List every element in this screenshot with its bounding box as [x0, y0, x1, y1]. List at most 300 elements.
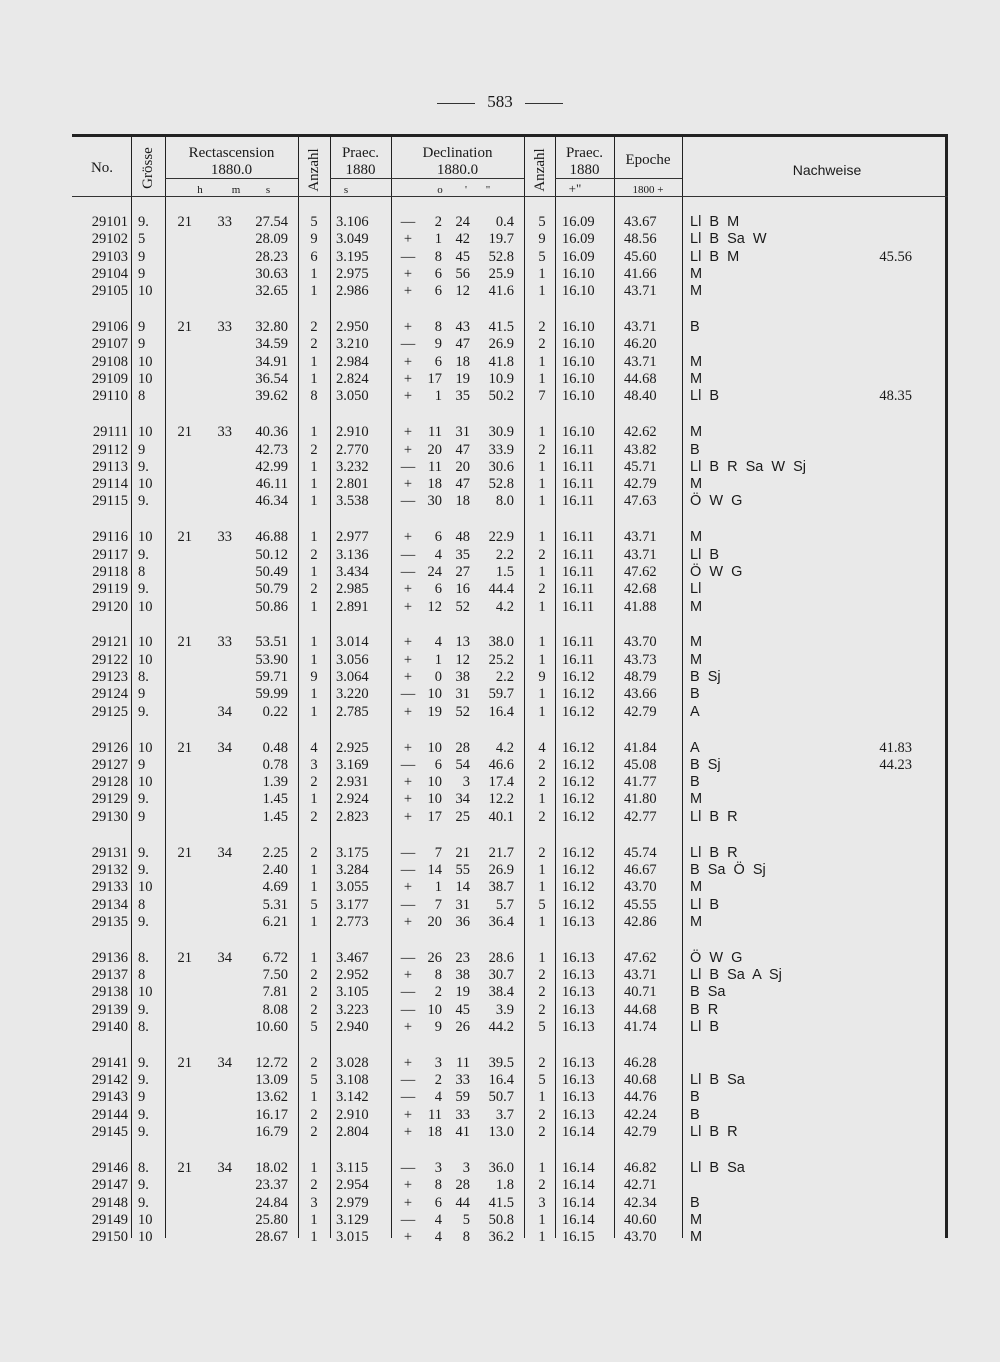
ra-count: 2 [310, 967, 318, 983]
dec-seconds: 50.7 [488, 1089, 514, 1106]
epoch: 48.79 [624, 669, 657, 685]
table-row [0, 249, 1000, 266]
dec-sign: — [400, 563, 416, 580]
ra-count: 5 [310, 1072, 318, 1089]
dec-seconds: 13.0 [488, 1124, 514, 1140]
dec-precession: 16.11 [562, 476, 595, 493]
epoch: 42.34 [624, 1194, 657, 1211]
ra-count: 1 [310, 634, 318, 651]
dec-precession: 16.15 [562, 1229, 595, 1246]
dec-degrees: 4 [434, 1229, 442, 1246]
dec-sign: + [403, 739, 413, 756]
dec-count: 5 [538, 214, 546, 230]
dec-degrees: 18 [427, 1124, 442, 1140]
epoch: 45.08 [624, 756, 657, 773]
magnitude: 10 [138, 879, 153, 896]
dec-seconds: 4.2 [495, 598, 514, 615]
dec-count: 1 [538, 493, 546, 510]
dec-degrees: 11 [428, 1106, 442, 1123]
dec-minutes: 44 [455, 1194, 470, 1211]
dec-minutes: 54 [455, 756, 470, 773]
dec-count: 2 [538, 808, 546, 825]
ra-count: 5 [310, 1018, 318, 1035]
ra-seconds: 53.90 [255, 651, 288, 668]
dec-sign: + [403, 1124, 413, 1140]
dec-seconds: 16.4 [488, 1072, 514, 1089]
table-row [0, 669, 1000, 686]
header-praec-dec-unit: +" [568, 181, 582, 196]
ra-count: 2 [310, 319, 318, 336]
table-row [0, 476, 1000, 493]
epoch: 43.71 [624, 319, 657, 336]
table-row [0, 967, 1000, 984]
dec-count: 1 [538, 1229, 546, 1246]
dec-precession: 16.13 [562, 984, 595, 1001]
ra-precession: 2.925 [336, 739, 369, 756]
dec-count: 1 [538, 703, 546, 720]
references: M [690, 1229, 703, 1246]
table-row [0, 774, 1000, 791]
dec-seconds: 5.7 [495, 896, 514, 913]
dec-sign: — [400, 949, 416, 966]
ra-precession: 3.467 [336, 949, 369, 966]
dec-seconds: 2.2 [495, 669, 514, 685]
epoch: 40.71 [624, 984, 657, 1001]
dec-sign: — [400, 1072, 416, 1089]
references: Ll B R [690, 808, 738, 825]
dec-minutes: 26 [455, 1018, 470, 1035]
ra-precession: 3.136 [336, 546, 369, 563]
ra-seconds: 34.91 [255, 353, 288, 370]
epoch: 46.82 [624, 1159, 657, 1176]
dec-seconds: 36.2 [488, 1229, 514, 1246]
ra-seconds: 18.02 [255, 1159, 288, 1176]
magnitude: 9. [138, 546, 149, 563]
ra-seconds: 23.37 [255, 1177, 288, 1194]
dec-precession: 16.13 [562, 1106, 595, 1123]
table-row [0, 862, 1000, 879]
references: B [690, 441, 700, 458]
ra-seconds: 32.80 [255, 319, 288, 336]
magnitude: 9. [138, 1054, 149, 1071]
dec-sign: + [403, 529, 413, 546]
magnitude: 9. [138, 1001, 149, 1018]
ra-count: 2 [310, 441, 318, 458]
dec-precession: 16.11 [562, 598, 595, 615]
dec-minutes: 13 [455, 634, 470, 651]
ra-seconds: 42.99 [255, 458, 288, 475]
ra-seconds: 36.54 [255, 371, 288, 387]
table-row [0, 1124, 1000, 1141]
ra-count: 1 [310, 1159, 318, 1176]
dec-count: 1 [538, 686, 546, 703]
dec-count: 2 [538, 319, 546, 336]
table-row [0, 493, 1000, 510]
references: Ll B R [690, 844, 738, 861]
epoch: 43.82 [624, 441, 657, 458]
epoch: 46.20 [624, 336, 657, 353]
ra-seconds: 6.72 [262, 949, 288, 966]
table-row [0, 371, 1000, 388]
ra-precession: 3.142 [336, 1089, 369, 1106]
dec-seconds: 40.1 [488, 808, 514, 825]
magnitude: 8. [138, 1018, 149, 1035]
header-no: No. [90, 160, 114, 176]
dec-seconds: 12.2 [488, 791, 514, 808]
magnitude: 9 [138, 808, 146, 825]
epoch: 46.28 [624, 1054, 657, 1071]
dec-precession: 16.13 [562, 1054, 595, 1071]
dec-count: 2 [538, 774, 546, 791]
ra-precession: 2.924 [336, 791, 369, 808]
dec-degrees: 3 [434, 1054, 442, 1071]
dec-count: 5 [538, 1018, 546, 1035]
dec-seconds: 19.7 [488, 231, 514, 248]
dec-degrees: 4 [434, 1211, 442, 1228]
table-row [0, 442, 1000, 459]
ra-count: 1 [310, 703, 318, 720]
dec-sign: + [403, 1194, 413, 1211]
magnitude: 9. [138, 458, 149, 475]
ra-count: 1 [310, 529, 318, 546]
ra-seconds: 24.84 [255, 1194, 288, 1211]
epoch: 42.79 [624, 476, 657, 493]
epoch: 44.68 [624, 1001, 657, 1018]
references: M [690, 424, 703, 441]
star-number: 29147 [91, 1177, 128, 1194]
star-number: 29101 [91, 214, 128, 230]
table-row [0, 757, 1000, 774]
star-number: 29149 [91, 1211, 128, 1228]
dec-seconds: 44.4 [488, 581, 514, 598]
star-number: 29130 [91, 808, 128, 825]
table-row [0, 845, 1000, 862]
star-number: 29119 [92, 581, 128, 598]
dec-degrees: 6 [434, 756, 442, 773]
ra-seconds: 53.51 [255, 634, 288, 651]
magnitude: 10 [138, 476, 153, 493]
dec-precession: 16.11 [562, 546, 595, 563]
header-unit-rule [555, 178, 614, 179]
ra-seconds: 5.31 [262, 896, 288, 913]
dec-degrees: 6 [434, 353, 442, 370]
dec-count: 1 [538, 353, 546, 370]
star-number: 29118 [92, 563, 128, 580]
dec-seconds: 38.4 [488, 984, 514, 1001]
header-dec-deg: o [437, 184, 443, 196]
dec-degrees: 2 [434, 214, 442, 230]
dec-precession: 16.10 [562, 371, 595, 387]
dec-sign: — [400, 458, 416, 475]
dec-degrees: 11 [428, 458, 442, 475]
star-number: 29115 [92, 493, 128, 510]
ra-seconds: 13.09 [255, 1072, 288, 1089]
dec-minutes: 12 [455, 651, 470, 668]
dec-count: 2 [538, 1177, 546, 1194]
dec-sign: — [400, 1159, 416, 1176]
ra-count: 3 [310, 756, 318, 773]
dec-minutes: 42 [455, 231, 470, 248]
dec-precession: 16.10 [562, 319, 595, 336]
ra-precession: 2.801 [336, 476, 369, 493]
dec-minutes: 19 [455, 984, 470, 1001]
ra-hours: 21 [177, 1159, 192, 1176]
dec-degrees: 3 [434, 1159, 442, 1176]
references: Ll B R [690, 1124, 738, 1140]
dec-precession: 16.13 [562, 1001, 595, 1018]
ra-seconds: 2.25 [262, 844, 288, 861]
references: B [690, 686, 700, 703]
epoch: 43.66 [624, 686, 657, 703]
dec-seconds: 59.7 [488, 686, 514, 703]
dec-degrees: 6 [434, 283, 442, 300]
dec-minutes: 8 [462, 1229, 470, 1246]
dec-seconds: 30.6 [488, 458, 514, 475]
ra-hours: 21 [177, 844, 192, 861]
dec-sign: + [403, 476, 413, 493]
references: M [690, 634, 703, 651]
dec-sign: + [403, 791, 413, 808]
dec-minutes: 23 [455, 949, 470, 966]
references: Ll B Sa W [690, 231, 767, 248]
dec-seconds: 10.9 [488, 371, 514, 387]
dec-minutes: 11 [456, 1054, 470, 1071]
table-row [0, 319, 1000, 336]
ra-seconds: 28.23 [255, 248, 288, 265]
epoch: 47.62 [624, 563, 657, 580]
dec-sign: + [403, 371, 413, 387]
ra-count: 1 [310, 949, 318, 966]
dec-precession: 16.10 [562, 424, 595, 441]
epoch: 42.77 [624, 808, 657, 825]
ra-seconds: 13.62 [255, 1089, 288, 1106]
ra-count: 2 [310, 774, 318, 791]
magnitude: 8. [138, 949, 149, 966]
header-unit-rule [165, 178, 298, 179]
dec-degrees: 14 [427, 861, 442, 878]
ra-count: 9 [310, 669, 318, 685]
dec-count: 1 [538, 529, 546, 546]
dec-sign: + [403, 1054, 413, 1071]
dec-sign: + [403, 774, 413, 791]
dec-seconds: 41.6 [488, 283, 514, 300]
dec-precession: 16.12 [562, 669, 595, 685]
dec-minutes: 35 [455, 546, 470, 563]
star-number: 29132 [91, 861, 128, 878]
dec-precession: 16.12 [562, 861, 595, 878]
magnitude: 9. [138, 581, 149, 598]
dec-seconds: 3.9 [495, 1001, 514, 1018]
ra-minutes: 34 [217, 1054, 232, 1071]
ra-count: 1 [310, 493, 318, 510]
ra-precession: 3.106 [336, 214, 369, 230]
epoch: 41.74 [624, 1018, 657, 1035]
ra-precession: 2.986 [336, 283, 369, 300]
ra-seconds: 34.59 [255, 336, 288, 353]
magnitude: 9. [138, 1072, 149, 1089]
dec-precession: 16.13 [562, 1018, 595, 1035]
dec-count: 9 [538, 231, 546, 248]
ra-seconds: 12.72 [255, 1054, 288, 1071]
dec-count: 1 [538, 879, 546, 896]
star-number: 29112 [92, 441, 128, 458]
dec-degrees: 6 [434, 1194, 442, 1211]
dec-degrees: 1 [434, 388, 442, 405]
star-number: 29121 [91, 634, 128, 651]
table-row [0, 1019, 1000, 1036]
dec-minutes: 56 [455, 265, 470, 282]
dec-precession: 16.13 [562, 949, 595, 966]
dec-minutes: 52 [455, 703, 470, 720]
table-row [0, 809, 1000, 826]
dec-count: 1 [538, 371, 546, 387]
header-ra-epoch: 1880.0 [210, 162, 253, 178]
dec-precession: 16.14 [562, 1194, 595, 1211]
dec-minutes: 18 [455, 493, 470, 510]
header-praec-dec: Praec. [565, 145, 604, 161]
epoch: 42.24 [624, 1106, 657, 1123]
dec-sign: — [400, 1211, 416, 1228]
ra-hours: 21 [177, 949, 192, 966]
epoch: 40.68 [624, 1072, 657, 1089]
star-number: 29122 [91, 651, 128, 668]
dec-minutes: 43 [455, 319, 470, 336]
magnitude: 10 [138, 984, 153, 1001]
dec-degrees: 4 [434, 1089, 442, 1106]
dec-precession: 16.11 [562, 493, 595, 510]
star-number: 29144 [91, 1106, 128, 1123]
dec-sign: + [403, 353, 413, 370]
dec-count: 1 [538, 265, 546, 282]
dec-sign: + [403, 913, 413, 930]
star-number: 29146 [91, 1159, 128, 1176]
dec-sign: + [403, 634, 413, 651]
ra-seconds: 25.80 [255, 1211, 288, 1228]
dec-degrees: 10 [427, 739, 442, 756]
star-number: 29134 [91, 896, 128, 913]
dec-count: 7 [538, 388, 546, 405]
table-row [0, 1212, 1000, 1229]
table-row [0, 950, 1000, 967]
ra-count: 1 [310, 458, 318, 475]
dec-minutes: 27 [455, 563, 470, 580]
references: Ö W G [690, 949, 743, 966]
ra-seconds: 59.99 [255, 686, 288, 703]
ra-precession: 3.049 [336, 231, 369, 248]
magnitude: 9 [138, 1089, 146, 1106]
dec-sign: — [400, 546, 416, 563]
dec-precession: 16.10 [562, 353, 595, 370]
ra-seconds: 10.60 [255, 1018, 288, 1035]
star-number: 29125 [91, 703, 128, 720]
dec-precession: 16.14 [562, 1177, 595, 1194]
dec-precession: 16.12 [562, 844, 595, 861]
references: M [690, 371, 703, 387]
dec-minutes: 14 [455, 879, 470, 896]
dec-sign: — [400, 493, 416, 510]
references: Ll B [690, 1018, 720, 1035]
references: M [690, 476, 703, 493]
dec-degrees: 10 [427, 1001, 442, 1018]
references: M [690, 283, 703, 300]
dec-sign: — [400, 336, 416, 353]
divider [437, 103, 475, 104]
dec-seconds: 36.4 [488, 913, 514, 930]
epoch: 46.67 [624, 861, 657, 878]
epoch: 43.67 [624, 214, 657, 230]
dec-sign: + [403, 1106, 413, 1123]
ra-count: 5 [310, 214, 318, 230]
dec-count: 1 [538, 563, 546, 580]
references: Ö W G [690, 563, 743, 580]
dec-seconds: 52.8 [488, 476, 514, 493]
ra-precession: 2.773 [336, 913, 369, 930]
ra-seconds: 39.62 [255, 388, 288, 405]
ra-count: 2 [310, 1124, 318, 1140]
epoch: 41.84 [624, 739, 657, 756]
dec-seconds: 25.9 [488, 265, 514, 282]
ra-precession: 3.014 [336, 634, 369, 651]
magnitude: 8. [138, 1159, 149, 1176]
ra-precession: 3.015 [336, 1229, 369, 1246]
star-number: 29148 [91, 1194, 128, 1211]
ra-count: 2 [310, 1106, 318, 1123]
epoch: 43.71 [624, 546, 657, 563]
table-row [0, 1072, 1000, 1089]
magnitude: 9. [138, 1106, 149, 1123]
epoch: 43.71 [624, 529, 657, 546]
dec-seconds: 1.8 [495, 1177, 514, 1194]
star-number: 29124 [91, 686, 128, 703]
star-number: 29139 [91, 1001, 128, 1018]
ra-precession: 2.891 [336, 598, 369, 615]
dec-minutes: 41 [455, 1124, 470, 1140]
dec-minutes: 31 [455, 686, 470, 703]
star-number: 29136 [91, 949, 128, 966]
table-row [0, 634, 1000, 651]
ra-hours: 21 [177, 1054, 192, 1071]
epoch: 42.79 [624, 703, 657, 720]
references: Ll B [690, 546, 720, 563]
header-praec-dec-year: 1880 [569, 162, 600, 178]
dec-sign: + [403, 231, 413, 248]
star-number: 29123 [91, 669, 128, 685]
magnitude: 9. [138, 703, 149, 720]
dec-count: 2 [538, 336, 546, 353]
dec-precession: 16.13 [562, 967, 595, 983]
star-number: 29113 [92, 458, 128, 475]
ra-count: 2 [310, 984, 318, 1001]
ra-seconds: 27.54 [255, 214, 288, 230]
magnitude: 9 [138, 319, 146, 336]
header-praec-ra-unit: s [343, 184, 349, 196]
star-number: 29117 [92, 546, 128, 563]
ra-precession: 3.195 [336, 248, 369, 265]
table-row [0, 1107, 1000, 1124]
ra-count: 1 [310, 476, 318, 493]
ra-precession: 3.538 [336, 493, 369, 510]
ra-count: 1 [310, 563, 318, 580]
ra-count: 1 [310, 861, 318, 878]
epoch: 45.74 [624, 844, 657, 861]
table-row [0, 599, 1000, 616]
magnitude: 8. [138, 669, 149, 685]
dec-degrees: 2 [434, 1072, 442, 1089]
dec-count: 1 [538, 476, 546, 493]
dec-count: 3 [538, 1194, 546, 1211]
ra-seconds: 50.79 [255, 581, 288, 598]
magnitude: 8 [138, 563, 146, 580]
